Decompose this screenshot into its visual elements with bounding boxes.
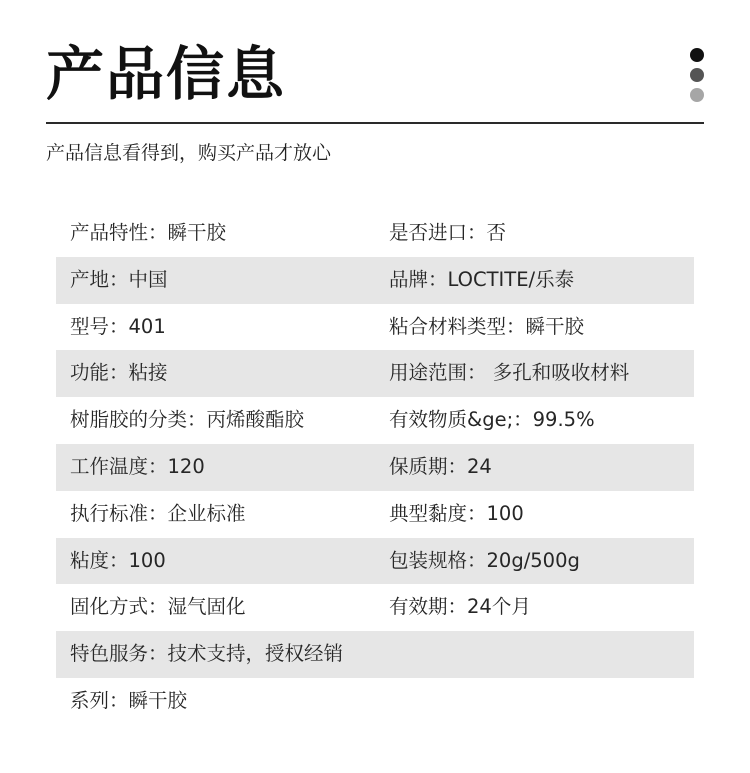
spec-table xyxy=(56,210,694,725)
spec-right-cell: 包装规格：20g/500g xyxy=(389,548,580,572)
spec-row xyxy=(56,491,694,538)
spec-row xyxy=(56,538,694,585)
spec-row xyxy=(56,257,694,304)
spec-right-cell: 保质期：24 xyxy=(389,454,492,478)
spec-row xyxy=(56,350,694,397)
spec-row xyxy=(56,631,694,678)
spec-row xyxy=(56,678,694,725)
spec-row xyxy=(56,304,694,351)
spec-right-cell: 是否进口：否 xyxy=(389,221,507,244)
spec-right-cell: 粘合材料类型：瞬干胶 xyxy=(389,314,585,338)
spec-left-cell: 系列：瞬干胶 xyxy=(70,688,188,712)
spec-right-cell: 有效物质&ge;：99.5% xyxy=(389,408,595,432)
spec-left-cell: 执行标准：企业标准 xyxy=(70,501,246,525)
header xyxy=(0,0,750,125)
spec-left-cell: 产品特性：瞬干胶 xyxy=(70,221,227,244)
spec-row xyxy=(56,210,694,257)
spec-row xyxy=(56,397,694,444)
spec-row xyxy=(56,444,694,491)
page-subtitle: 产品信息看得到，购买产品才放心 xyxy=(46,142,332,164)
spec-left-cell: 型号：401 xyxy=(70,314,166,338)
page-title: 产品信息 xyxy=(46,40,287,108)
dot-light xyxy=(690,88,704,102)
spec-left-cell: 树脂胶的分类：丙烯酸酯胶 xyxy=(70,408,305,432)
spec-left-cell: 工作温度：120 xyxy=(70,454,205,478)
spec-right-cell: 有效期：24个月 xyxy=(389,595,531,619)
spec-left-cell: 粘度：100 xyxy=(70,548,166,572)
spec-left-cell: 特色服务：技术支持，授权经销 xyxy=(70,642,344,666)
more-dots-icon xyxy=(690,48,704,104)
spec-left-cell: 产地：中国 xyxy=(70,267,168,291)
spec-right-cell: 典型黏度：100 xyxy=(389,501,524,525)
spec-right-cell: 品牌：LOCTITE/乐泰 xyxy=(389,267,575,291)
spec-row xyxy=(56,584,694,631)
spec-left-cell: 固化方式：湿气固化 xyxy=(70,595,246,619)
dot-mid xyxy=(690,68,704,82)
spec-left-cell: 功能：粘接 xyxy=(70,361,168,385)
spec-right-cell: 用途范围： 多孔和吸收材料 xyxy=(389,361,630,385)
header-divider xyxy=(46,122,704,124)
dot-dark xyxy=(690,48,704,62)
